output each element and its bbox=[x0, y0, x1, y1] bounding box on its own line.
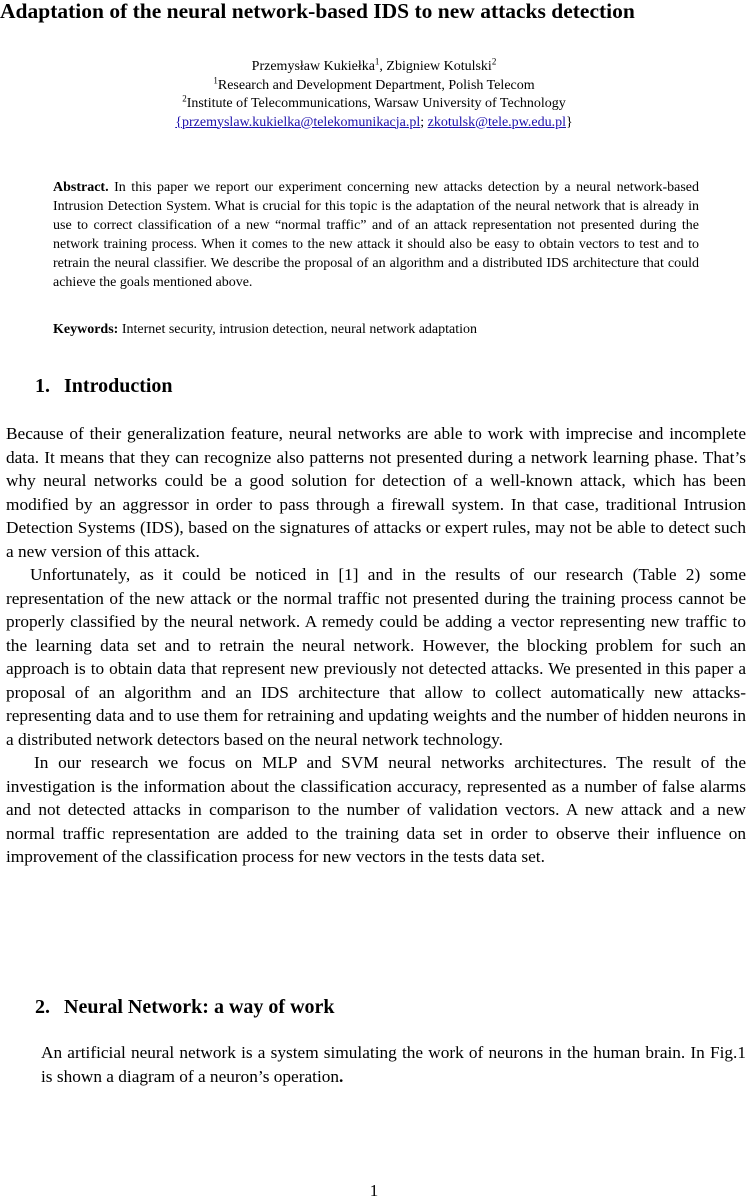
email-link[interactable]: przemyslaw.kukielka@telekomunikacja.pl bbox=[182, 114, 421, 130]
email-brace-open: { bbox=[175, 114, 182, 130]
paragraph: An artificial neural network is a system simulating the work of neurons in the human brain. In Fig.1 is shown a diagram of a neuron’s operation bbox=[41, 1043, 746, 1086]
author-block bbox=[0, 58, 748, 132]
affiliation-marker: 1 bbox=[374, 56, 380, 67]
affiliation-line bbox=[0, 95, 748, 114]
section-number: 1. bbox=[35, 375, 50, 397]
affiliation-marker: 2 bbox=[182, 93, 187, 104]
email-link[interactable]: zkotulsk@tele.pw.edu.pl bbox=[427, 114, 566, 130]
paragraph: In our research we focus on MLP and SVM neural networks architectures. The result of the investigation is the information about the classification accuracy, represented as a number of false alarms and not detected attacks in comparison to the number of validation vectors. A new attack and a new normal traffic representation are added to the training data set in order to observe their influence on improvement of the classification process for new vectors in the tests data set. bbox=[6, 753, 746, 866]
email-line bbox=[0, 114, 748, 133]
affiliation-text: Research and Development Department, Polish Telecom bbox=[217, 77, 535, 93]
author-line bbox=[0, 58, 748, 77]
paper-title: Adaptation of the neural network-based IDS to new attacks detection bbox=[0, 0, 635, 23]
abstract-label: Abstract. bbox=[53, 180, 109, 195]
author-separator: , bbox=[379, 59, 387, 74]
affiliation-text: Institute of Telecommunications, Warsaw University of Technology bbox=[186, 96, 566, 111]
section-body bbox=[41, 1041, 746, 1088]
section-body bbox=[6, 422, 746, 869]
paragraph: Because of their generalization feature, neural networks are able to work with imprecise and incomplete data. It means that they can recognize also patterns not presented during a network learning phase. That’s why neural networks could be a good solution for detection of a well-known attack, which has been modified by an aggressor in order to pass through a firewall system. In that case, traditional Intrusion Detection Systems (IDS), based on the signatures of attacks or expert rules, may not be able to detect such a new version of this attack. bbox=[6, 424, 746, 561]
affiliation-line bbox=[0, 74, 748, 96]
section-heading bbox=[35, 995, 335, 1019]
email-brace-close: } bbox=[566, 114, 573, 130]
author-name: Zbigniew Kotulski bbox=[386, 59, 492, 74]
abstract bbox=[53, 178, 699, 292]
section-title: Introduction bbox=[64, 375, 173, 397]
affiliation-marker: 1 bbox=[213, 74, 218, 85]
section-number: 2. bbox=[35, 996, 50, 1018]
paragraph-end: . bbox=[339, 1066, 344, 1086]
keywords-label: Keywords: bbox=[53, 322, 119, 337]
affiliation-marker: 2 bbox=[491, 56, 497, 67]
keywords bbox=[53, 320, 699, 339]
author-name: Przemysław Kukiełka bbox=[251, 59, 375, 74]
page-number: 1 bbox=[369, 1181, 379, 1200]
section-title: Neural Network: a way of work bbox=[64, 996, 335, 1018]
paragraph: Unfortunately, as it could be noticed in [1] and in the results of our research (Table 2) some representation of the new attack or the normal traffic not presented during the training process cannot be properly classified by the neural network. A remedy could be adding a vector representing new traffic to the learning data set and to retrain the neural network. However, the blocking problem for such an approach is to obtain data that represent new previously not detected attacks. We presented in this paper a proposal of an algorithm and an IDS architecture that allow to collect automatically new attacks-representing data and to use them for retraining and updating weights and the number of hidden neurons in a distributed network detectors based on the neural network technology. bbox=[6, 565, 746, 749]
section-heading bbox=[35, 374, 173, 398]
email-separator: ; bbox=[420, 114, 428, 130]
keywords-text: Internet security, intrusion detection, neural network adaptation bbox=[118, 322, 478, 337]
abstract-text: In this paper we report our experiment concerning new attacks detection by a neural network-based Intrusion Detection System. What is crucial for this topic is the adaptation of the neural network that is already in use to correct classification of a new “normal traffic” and of an attack representation not presented during the network training process. When it comes to the new attack it should also be easy to obtain vectors to test and to retrain the neural classifier. We describe the proposal of an algorithm and a distributed IDS architecture that could achieve the goals mentioned above. bbox=[53, 180, 699, 290]
